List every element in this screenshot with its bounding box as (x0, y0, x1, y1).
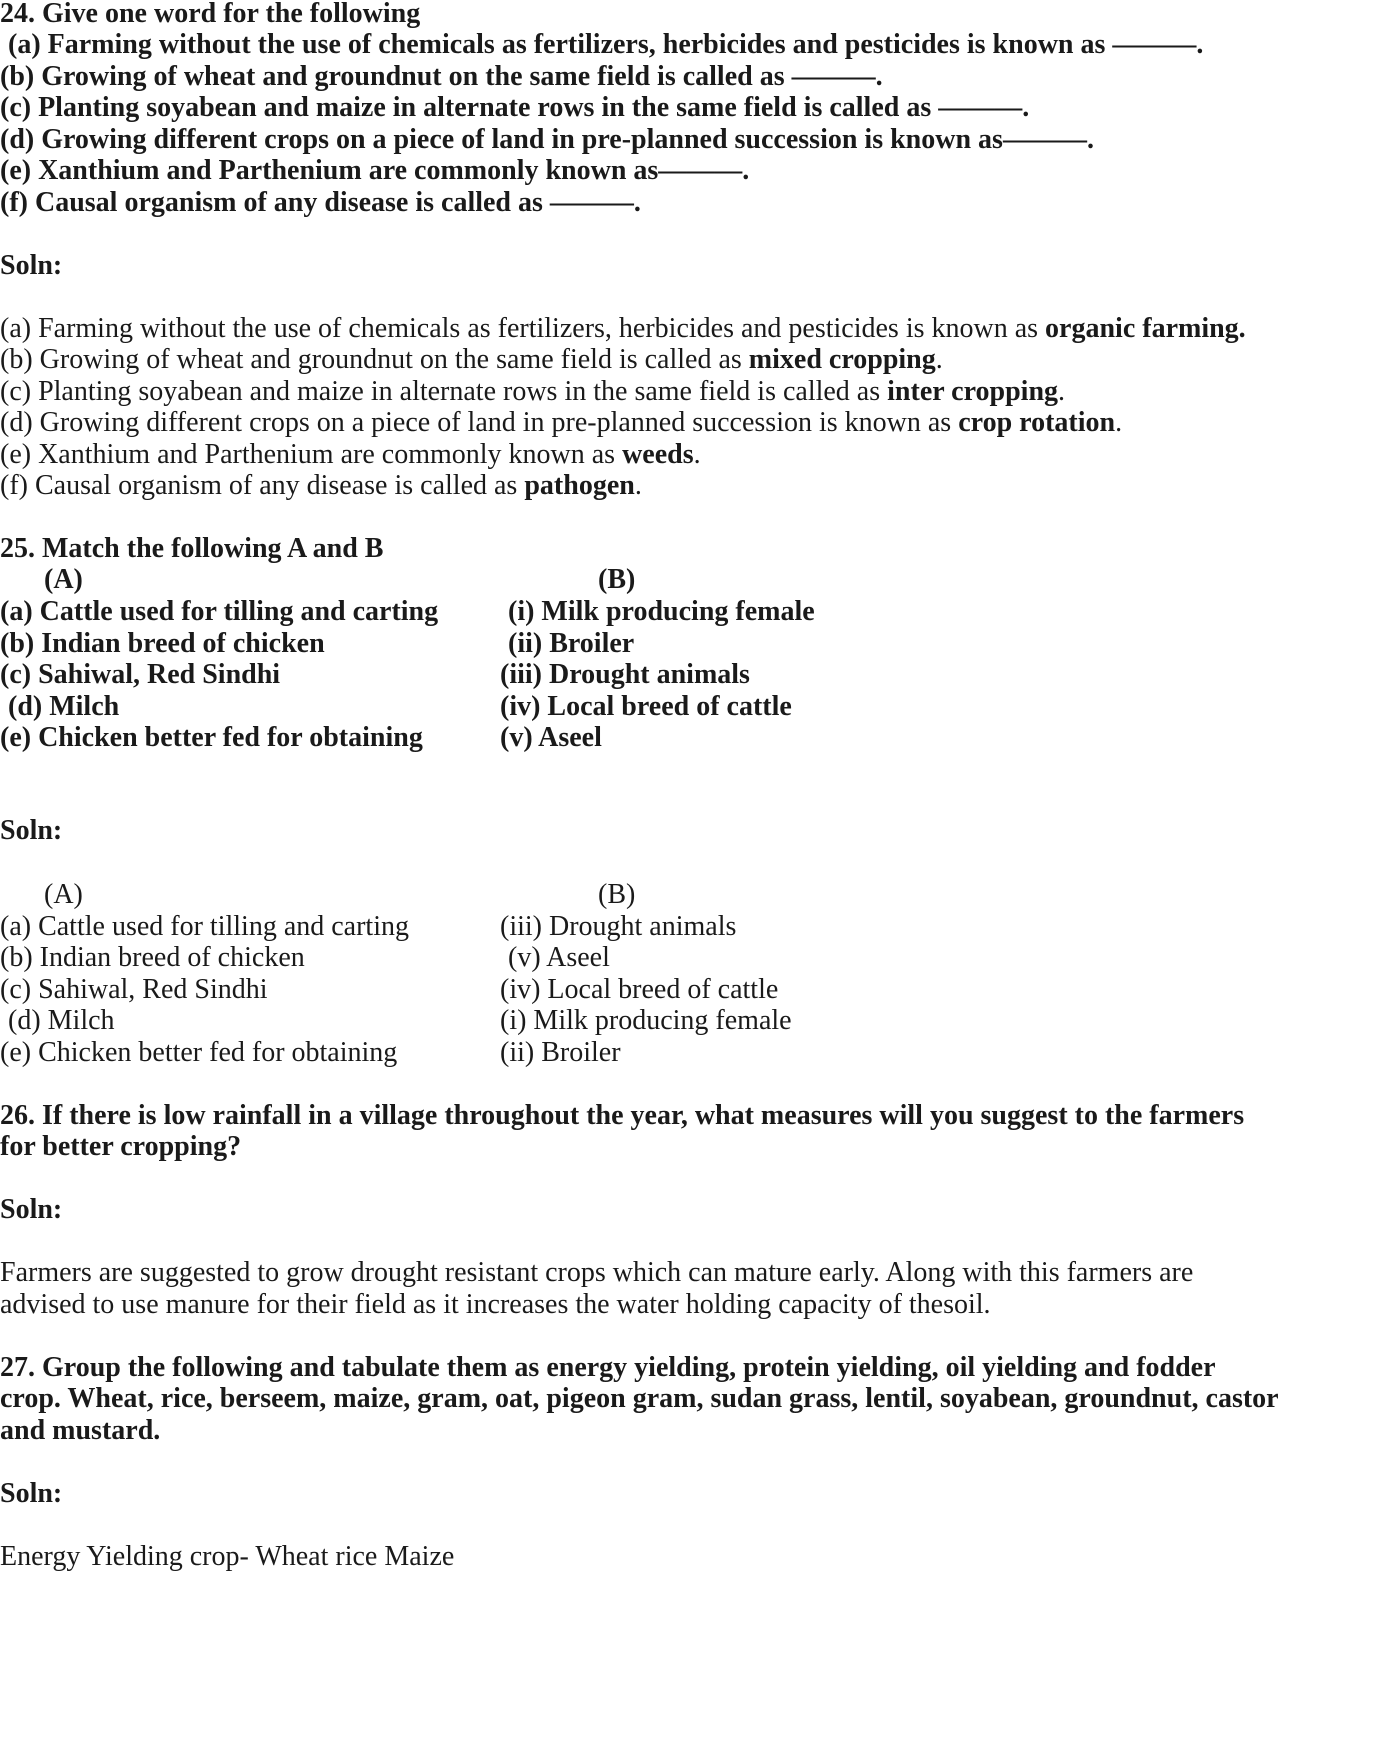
q25-answer-row-a-left: (a) Cattle used for tilling and carting (0, 911, 409, 942)
q26-answer-line-1: Farmers are suggested to grow drought resistant crops which can mature early. Along with this farmers are (0, 1257, 1194, 1288)
q25-answer-row-e-left: (e) Chicken better fed for obtaining (0, 1037, 398, 1068)
q26-title-line-2: for better cropping? (0, 1131, 242, 1162)
q25-row-a-right: (i) Milk producing female (508, 596, 815, 627)
q24-answer-f: (f) Causal organism of any disease is called as pathogen. (0, 470, 642, 501)
q25-row-e-left: (e) Chicken better fed for obtaining (0, 722, 423, 753)
q26-answer-line-2: advised to use manure for their field as it increases the water holding capacity of thesoil. (0, 1289, 991, 1320)
q24-answer-a: (a) Farming without the use of chemicals as fertilizers, herbicides and pesticides is known as organic farming. (0, 313, 1246, 344)
q25-answer-column-a-heading: (A) (44, 879, 83, 910)
q25-answer-column-b-heading: (B) (598, 879, 636, 910)
q25-answer-row-b-left: (b) Indian breed of chicken (0, 942, 305, 973)
q25-title: 25. Match the following A and B (0, 533, 384, 564)
q24-item-a: (a) Farming without the use of chemicals as fertilizers, herbicides and pesticides is known as ———. (8, 29, 1204, 60)
q25-row-c-left: (c) Sahiwal, Red Sindhi (0, 659, 281, 690)
q24-title: 24. Give one word for the following (0, 0, 421, 29)
q24-item-c: (c) Planting soyabean and maize in alternate rows in the same field is called as ———. (0, 92, 1030, 123)
q25-row-b-right: (ii) Broiler (508, 628, 635, 659)
q25-column-b-heading: (B) (598, 564, 636, 595)
q24-soln-label: Soln: (0, 250, 63, 281)
q25-soln-label: Soln: (0, 815, 63, 846)
q25-row-e-right: (v) Aseel (500, 722, 602, 753)
q27-title-line-2: crop. Wheat, rice, berseem, maize, gram, oat, pigeon gram, sudan grass, lentil, soyabean, groundnut, castor (0, 1383, 1279, 1414)
q25-answer-row-d-left: (d) Milch (8, 1005, 115, 1036)
q25-row-c-right: (iii) Drought animals (500, 659, 750, 690)
q26-title-line-1: 26. If there is low rainfall in a village throughout the year, what measures will you suggest to the farmers (0, 1100, 1245, 1131)
q24-item-f: (f) Causal organism of any disease is called as ———. (0, 187, 641, 218)
q24-answer-e: (e) Xanthium and Parthenium are commonly known as weeds. (0, 439, 701, 470)
q25-answer-row-c-left: (c) Sahiwal, Red Sindhi (0, 974, 268, 1005)
q24-answer-d: (d) Growing different crops on a piece of land in pre-planned succession is known as crop rotation. (0, 407, 1123, 438)
q25-answer-row-d-right: (i) Milk producing female (500, 1005, 792, 1036)
q27-answer-line-1: Energy Yielding crop- Wheat rice Maize (0, 1541, 455, 1572)
q25-answer-row-b-right: (v) Aseel (508, 942, 610, 973)
q26-soln-label: Soln: (0, 1194, 63, 1225)
q27-soln-label: Soln: (0, 1478, 63, 1509)
q25-answer-row-e-right: (ii) Broiler (500, 1037, 621, 1068)
q24-answer-c: (c) Planting soyabean and maize in alternate rows in the same field is called as inter cropping. (0, 376, 1066, 407)
q25-row-d-left: (d) Milch (8, 691, 120, 722)
q24-item-e: (e) Xanthium and Parthenium are commonly known as———. (0, 155, 750, 186)
q27-title-line-1: 27. Group the following and tabulate them as energy yielding, protein yielding, oil yielding and fodder (0, 1352, 1216, 1383)
q25-row-b-left: (b) Indian breed of chicken (0, 628, 325, 659)
q24-item-d: (d) Growing different crops on a piece of land in pre-planned succession is known as———. (0, 124, 1094, 155)
q25-answer-row-c-right: (iv) Local breed of cattle (500, 974, 779, 1005)
q24-item-b: (b) Growing of wheat and groundnut on the same field is called as ———. (0, 61, 883, 92)
q27-title-line-3: and mustard. (0, 1415, 161, 1446)
q25-answer-row-a-right: (iii) Drought animals (500, 911, 737, 942)
q24-answer-b: (b) Growing of wheat and groundnut on the same field is called as mixed cropping. (0, 344, 943, 375)
q25-column-a-heading: (A) (44, 564, 83, 595)
q25-row-d-right: (iv) Local breed of cattle (500, 691, 792, 722)
q25-row-a-left: (a) Cattle used for tilling and carting (0, 596, 439, 627)
